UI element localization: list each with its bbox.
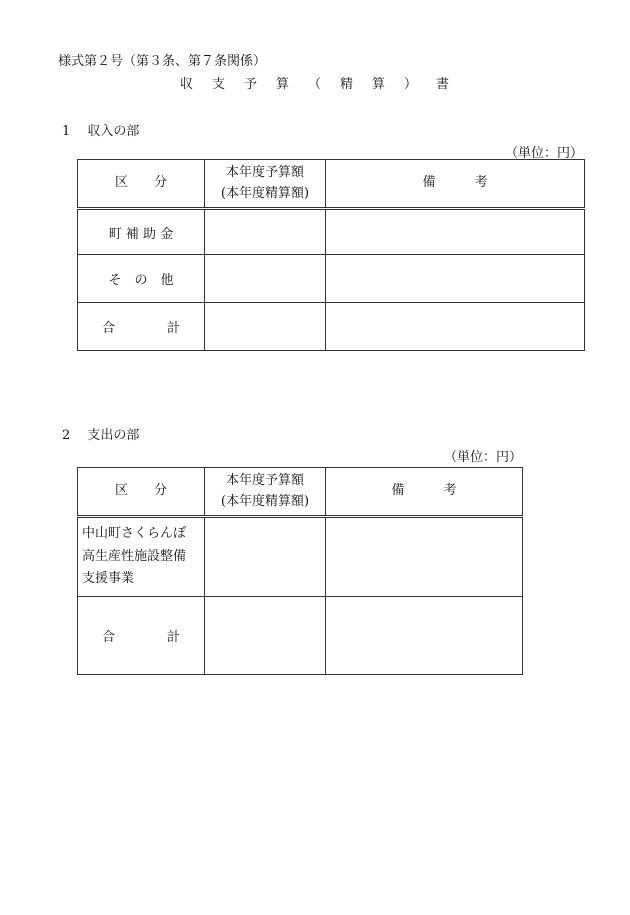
budget-cell[interactable] bbox=[205, 597, 326, 675]
title-char: 算 bbox=[372, 77, 387, 92]
remarks-cell[interactable] bbox=[326, 597, 523, 675]
header-budget-line2: (本年度精算額) bbox=[220, 185, 310, 201]
table-row bbox=[78, 517, 523, 597]
category-line: 高生産性施設整備 bbox=[82, 548, 187, 564]
header-budget-line2: (本年度精算額) bbox=[220, 493, 310, 509]
title-char: 支 bbox=[211, 77, 226, 92]
document-title bbox=[0, 73, 630, 92]
expense-table bbox=[77, 467, 523, 675]
income-header-row bbox=[78, 160, 585, 209]
header-remarks: 備 考 bbox=[326, 160, 585, 209]
category-line: 中山町さくらんぼ bbox=[82, 525, 187, 541]
table-row bbox=[78, 209, 585, 255]
title-char: 書 bbox=[436, 77, 451, 92]
header-category: 区 分 bbox=[78, 468, 205, 517]
form-number: 様式第２号（第３条、第７条関係） bbox=[58, 54, 267, 69]
category-line: 支援事業 bbox=[82, 571, 135, 587]
remarks-cell[interactable] bbox=[326, 209, 585, 255]
header-budget-line1: 本年度予算額 bbox=[225, 165, 304, 181]
budget-cell[interactable] bbox=[205, 303, 326, 351]
budget-cell[interactable] bbox=[205, 517, 326, 597]
title-char: 算 bbox=[275, 77, 290, 92]
expense-header-row bbox=[78, 468, 523, 517]
table-row-total bbox=[78, 303, 585, 351]
budget-cell[interactable] bbox=[205, 209, 326, 255]
title-char: 予 bbox=[243, 77, 258, 92]
category-cell: 町 補 助 金 bbox=[78, 209, 205, 255]
title-char: （ bbox=[307, 77, 322, 92]
header-remarks: 備 考 bbox=[326, 468, 523, 517]
title-char: ） bbox=[404, 77, 419, 92]
header-budget bbox=[205, 160, 326, 209]
header-budget bbox=[205, 468, 326, 517]
income-table bbox=[77, 159, 585, 351]
budget-cell[interactable] bbox=[205, 255, 326, 303]
category-cell bbox=[78, 517, 205, 597]
income-unit-label: （単位：円） bbox=[504, 146, 583, 161]
expense-section-heading: 2 支出の部 bbox=[62, 428, 140, 443]
header-budget-line1: 本年度予算額 bbox=[225, 473, 304, 489]
title-char: 精 bbox=[340, 77, 355, 92]
remarks-cell[interactable] bbox=[326, 517, 523, 597]
expense-unit-label: （単位：円） bbox=[443, 450, 522, 465]
title-char: 収 bbox=[179, 77, 194, 92]
table-row bbox=[78, 255, 585, 303]
category-cell: そ の 他 bbox=[78, 255, 205, 303]
category-cell: 合 計 bbox=[78, 303, 205, 351]
remarks-cell[interactable] bbox=[326, 255, 585, 303]
remarks-cell[interactable] bbox=[326, 303, 585, 351]
table-row-total bbox=[78, 597, 523, 675]
income-section-heading: 1 収入の部 bbox=[62, 124, 140, 139]
category-cell: 合 計 bbox=[78, 597, 205, 675]
header-category: 区 分 bbox=[78, 160, 205, 209]
